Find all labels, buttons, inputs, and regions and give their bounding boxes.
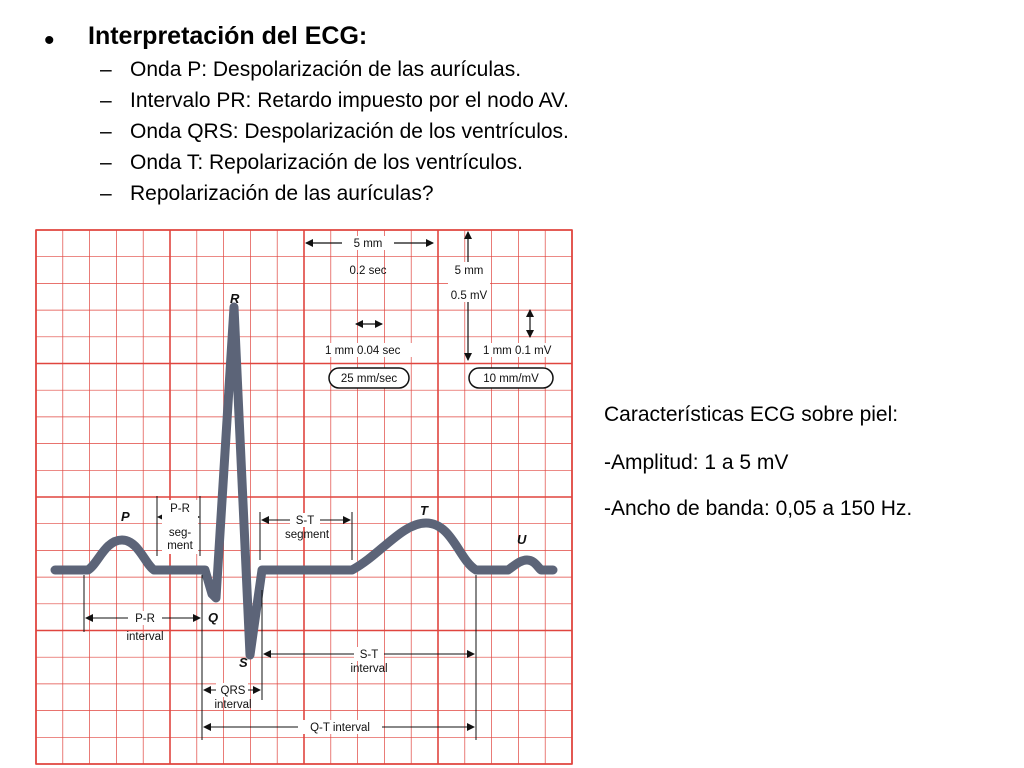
svg-text:interval: interval xyxy=(126,631,164,643)
svg-text:seg-: seg- xyxy=(168,527,192,539)
svg-text:QRS: QRS xyxy=(220,685,246,697)
characteristics-heading: Características ECG sobre piel: xyxy=(604,403,899,426)
list-item: – Onda QRS: Despolarización de los ventrículos. xyxy=(100,120,569,143)
r-wave-label: R xyxy=(230,291,240,306)
t-wave-label: T xyxy=(420,503,428,518)
h5-sec-label: 0.2 sec xyxy=(349,265,387,277)
v1-label: 1 mm 0.1 mV xyxy=(483,345,552,357)
pr-segment-annotation xyxy=(157,496,200,556)
slide-title: Interpretación del ECG: xyxy=(88,22,368,50)
list-item: – Repolarización de las aurículas? xyxy=(100,182,434,205)
svg-text:interval: interval xyxy=(350,663,388,675)
svg-text:segment: segment xyxy=(284,529,330,541)
list-item: – Onda T: Repolarización de los ventrículos. xyxy=(100,151,523,174)
amplitude-note: -Amplitud: 1 a 5 mV xyxy=(604,451,789,474)
svg-text:S-T: S-T xyxy=(359,649,379,661)
v5-mm-label: 5 mm xyxy=(454,265,484,277)
svg-text:25 mm/sec: 25 mm/sec xyxy=(340,373,398,385)
list-item: – Onda P: Despolarización de las aurículas. xyxy=(100,58,522,81)
list-item: – Intervalo PR: Retardo impuesto por el nodo AV. xyxy=(100,89,569,112)
h5-mm-label: 5 mm xyxy=(353,238,383,250)
bullet-marker: • xyxy=(44,24,55,57)
svg-text:interval: interval xyxy=(214,699,252,711)
svg-text:10 mm/mV: 10 mm/mV xyxy=(483,373,539,385)
svg-text:S-T: S-T xyxy=(295,515,315,527)
svg-text:Q-T interval: Q-T interval xyxy=(310,722,370,734)
q-wave-label: Q xyxy=(208,610,219,625)
svg-text:P-R: P-R xyxy=(135,613,155,625)
svg-text:ment: ment xyxy=(167,540,193,552)
svg-text:P-R: P-R xyxy=(170,503,190,515)
u-wave-label: U xyxy=(517,532,527,547)
bandwidth-note: -Ancho de banda: 0,05 a 150 Hz. xyxy=(604,497,913,520)
h1-label: 1 mm 0.04 sec xyxy=(325,345,401,357)
ecg-grid xyxy=(36,230,572,764)
v5-mv-label: 0.5 mV xyxy=(450,290,488,302)
s-wave-label: S xyxy=(239,655,248,670)
p-wave-label: P xyxy=(121,509,130,524)
